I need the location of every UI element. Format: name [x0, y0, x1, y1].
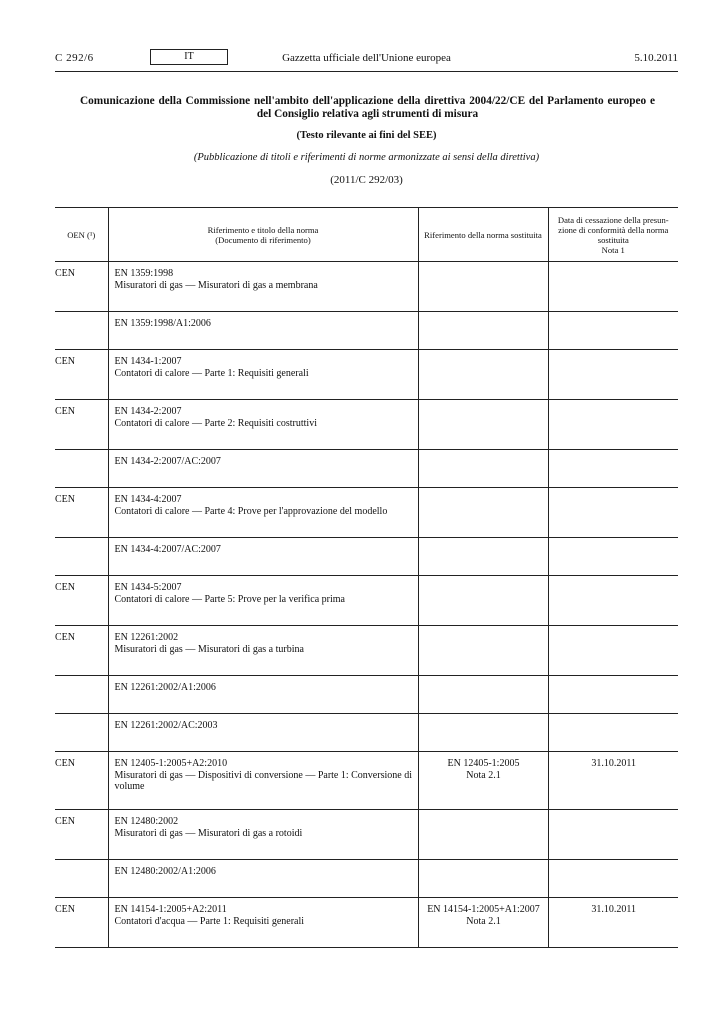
table-row	[55, 350, 678, 400]
oen-text: CEN	[55, 816, 75, 827]
cell-replaced-standard	[418, 860, 548, 898]
cell-replaced-standard	[418, 810, 548, 860]
cell-cessation-date	[548, 450, 678, 488]
cell-oen	[55, 898, 108, 948]
standard-code: EN 12480:2002/A1:2006	[114, 866, 216, 877]
cell-reference-title	[108, 400, 418, 450]
cell-replaced-standard	[418, 400, 548, 450]
oen-text: CEN	[55, 904, 75, 915]
cell-replaced-standard	[418, 752, 548, 810]
oen-text: CEN	[55, 758, 75, 769]
publication-date: 5.10.2011	[634, 52, 678, 64]
document-reference: (2011/C 292/03)	[330, 174, 403, 186]
standard-code: EN 1359:1998	[114, 268, 174, 279]
table-row	[55, 576, 678, 626]
table-row	[55, 400, 678, 450]
table-row	[55, 262, 678, 312]
cessation-date: 31.10.2011	[591, 758, 637, 769]
eea-relevance: (Testo rilevante ai fini del SEE)	[296, 130, 437, 141]
cell-cessation-date	[548, 860, 678, 898]
standard-code: EN 12480:2002	[114, 816, 179, 827]
cell-oen	[55, 860, 108, 898]
oen-text: CEN	[55, 268, 75, 279]
standard-title: Misuratori di gas — Misuratori di gas a membrana	[114, 279, 318, 291]
oen-text: CEN	[55, 406, 75, 417]
publication-note: (Pubblicazione di titoli e riferimenti di norme armonizzate ai sensi della direttiva)	[193, 152, 540, 163]
standard-code: EN 1434-2:2007/AC:2007	[114, 456, 221, 467]
cell-reference-title	[108, 312, 418, 350]
cell-replaced-standard	[418, 538, 548, 576]
oen-text: CEN	[55, 356, 75, 367]
cell-replaced-standard	[418, 312, 548, 350]
replaced-note: Nota 2.1	[466, 769, 501, 781]
oen-text: CEN	[55, 632, 75, 643]
header-replaced-standard: Riferimento della norma sostituita	[418, 208, 548, 262]
page-reference: C 292/6	[55, 52, 94, 64]
cell-oen	[55, 810, 108, 860]
cell-cessation-date	[548, 714, 678, 752]
cell-reference-title	[108, 488, 418, 538]
header-divider	[55, 71, 678, 72]
cell-cessation-date	[548, 538, 678, 576]
cell-oen	[55, 714, 108, 752]
cell-cessation-date	[548, 262, 678, 312]
standards-table-container	[55, 207, 678, 948]
standard-code: EN 1359:1998/A1:2006	[114, 318, 211, 329]
standard-code: EN 14154-1:2005+A2:2011	[114, 904, 227, 915]
cell-replaced-standard	[418, 450, 548, 488]
standard-code: EN 1434-4:2007/AC:2007	[114, 544, 221, 555]
standard-title: Misuratori di gas — Misuratori di gas a turbina	[114, 643, 304, 655]
standard-code: EN 12261:2002/AC:2003	[114, 720, 218, 731]
cell-cessation-date	[548, 810, 678, 860]
standard-code: EN 1434-5:2007	[114, 582, 182, 593]
standard-title: Misuratori di gas — Dispositivi di conversione — Parte 1: Conversione di volume	[114, 769, 412, 792]
table-row	[55, 714, 678, 752]
cell-reference-title	[108, 626, 418, 676]
cell-oen	[55, 576, 108, 626]
cell-reference-title	[108, 676, 418, 714]
standard-code: EN 1434-4:2007	[114, 494, 182, 505]
table-row	[55, 810, 678, 860]
cell-reference-title	[108, 262, 418, 312]
cell-replaced-standard	[418, 714, 548, 752]
language-badge: IT	[150, 49, 228, 65]
table-row	[55, 676, 678, 714]
cell-oen	[55, 626, 108, 676]
cell-replaced-standard	[418, 898, 548, 948]
document-title: Comunicazione della Commissione nell'ambito dell'applicazione della direttiva 2004/22/CE del Parlamento europeo e del Consiglio relativa agli strumenti di misura	[80, 95, 655, 120]
cell-reference-title	[108, 860, 418, 898]
cell-cessation-date	[548, 400, 678, 450]
standard-code: EN 1434-2:2007	[114, 406, 182, 417]
standard-title: Contatori di calore — Parte 2: Requisiti costruttivi	[114, 417, 317, 429]
cell-reference-title	[108, 752, 418, 810]
cell-replaced-standard	[418, 576, 548, 626]
cell-reference-title	[108, 538, 418, 576]
cell-oen	[55, 538, 108, 576]
standard-title: Contatori d'acqua — Parte 1: Requisiti generali	[114, 915, 305, 927]
cell-reference-title	[108, 576, 418, 626]
table-row	[55, 860, 678, 898]
cell-cessation-date	[548, 350, 678, 400]
cell-cessation-date	[548, 752, 678, 810]
cell-oen	[55, 350, 108, 400]
table-row	[55, 538, 678, 576]
cell-reference-title	[108, 810, 418, 860]
standard-title: Contatori di calore — Parte 4: Prove per l'approvazione del modello	[114, 505, 388, 517]
cell-oen	[55, 400, 108, 450]
standard-code: EN 1434-1:2007	[114, 356, 182, 367]
cessation-date: 31.10.2011	[591, 904, 637, 915]
cell-oen	[55, 312, 108, 350]
cell-reference-title	[108, 714, 418, 752]
cell-replaced-standard	[418, 488, 548, 538]
standard-code: EN 12261:2002	[114, 632, 179, 643]
standard-title: Misuratori di gas — Misuratori di gas a rotoidi	[114, 827, 303, 839]
standard-code: EN 12405-1:2005+A2:2010	[114, 758, 228, 769]
cell-cessation-date	[548, 576, 678, 626]
cell-reference-title	[108, 898, 418, 948]
replaced-code: EN 14154-1:2005+A1:2007	[427, 904, 540, 915]
page-header	[55, 52, 678, 70]
table-row	[55, 898, 678, 948]
oen-text: CEN	[55, 582, 75, 593]
header-reference-title: Riferimento e titolo della norma (Documento di riferimento)	[108, 208, 418, 262]
table-row	[55, 626, 678, 676]
cell-cessation-date	[548, 676, 678, 714]
journal-name: Gazzetta ufficiale dell'Unione europea	[282, 52, 451, 64]
table-row	[55, 450, 678, 488]
cell-replaced-standard	[418, 626, 548, 676]
cell-oen	[55, 676, 108, 714]
cell-cessation-date	[548, 898, 678, 948]
cell-cessation-date	[548, 488, 678, 538]
cell-cessation-date	[548, 626, 678, 676]
header-oen: OEN (¹)	[55, 208, 108, 262]
cell-cessation-date	[548, 312, 678, 350]
standard-title: Contatori di calore — Parte 5: Prove per la verifica prima	[114, 593, 345, 605]
cell-replaced-standard	[418, 350, 548, 400]
table-row	[55, 312, 678, 350]
cell-replaced-standard	[418, 676, 548, 714]
standards-table	[55, 207, 678, 948]
cell-oen	[55, 488, 108, 538]
cell-oen	[55, 450, 108, 488]
cell-replaced-standard	[418, 262, 548, 312]
replaced-code: EN 12405-1:2005	[447, 758, 520, 769]
header-cessation-date: Data di cessazione della presun- zione di conformità della norma sostituita Nota 1	[548, 208, 678, 262]
cell-oen	[55, 752, 108, 810]
oen-text: CEN	[55, 494, 75, 505]
table-header-row	[55, 208, 678, 262]
standard-code: EN 12261:2002/A1:2006	[114, 682, 216, 693]
cell-reference-title	[108, 450, 418, 488]
standard-title: Contatori di calore — Parte 1: Requisiti generali	[114, 367, 309, 379]
table-row	[55, 752, 678, 810]
cell-reference-title	[108, 350, 418, 400]
table-row	[55, 488, 678, 538]
cell-oen	[55, 262, 108, 312]
replaced-note: Nota 2.1	[466, 915, 501, 927]
